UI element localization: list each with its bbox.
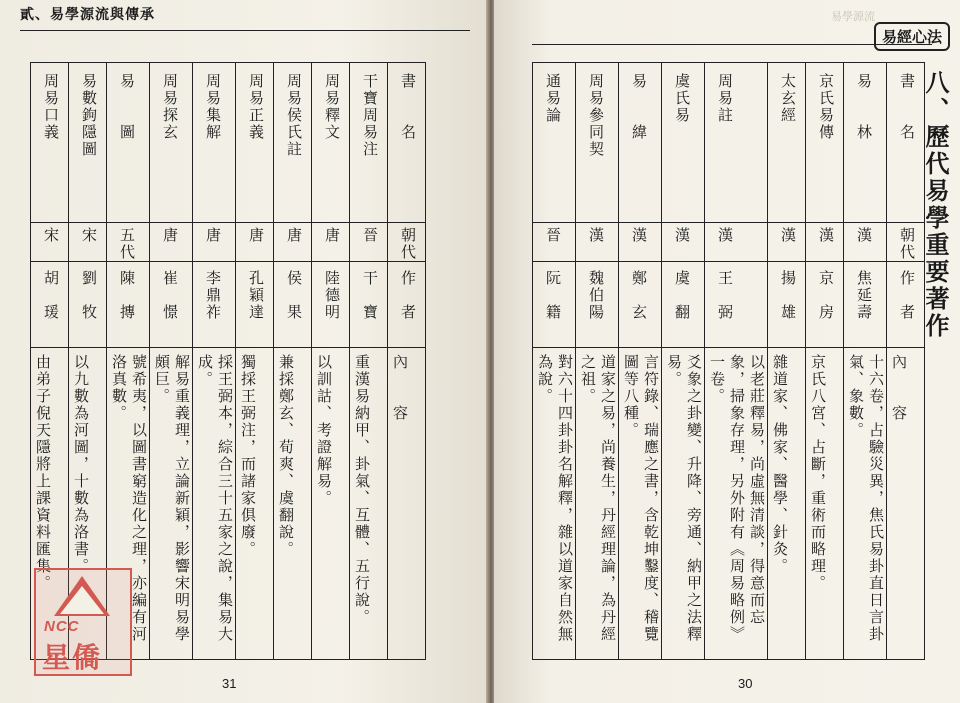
content-cell: 號希夷，以圖書窮造化之理，亦編有河洛真數。	[107, 348, 150, 660]
header-rule	[20, 30, 470, 31]
header-book-cell: 書 名	[388, 63, 426, 223]
author-cell: 李鼎祚	[193, 262, 236, 348]
author-cell: 劉 牧	[69, 262, 107, 348]
content-cell: 對六十四卦卦名解釋，雜以道家自然無為說。	[533, 348, 576, 660]
era-cell: 漢	[768, 223, 806, 262]
header-author-cell: 作 者	[388, 262, 426, 348]
content-cell: 兼採鄭玄、荀爽、虞翻說。	[274, 348, 312, 660]
book-title-cell: 周易註	[705, 63, 768, 223]
section-title: 八、歷代易學重要著作	[921, 70, 950, 340]
era-cell: 唐	[236, 223, 274, 262]
right-works-table	[532, 62, 925, 660]
header-content-cell: 內 容	[388, 348, 426, 660]
era-cell: 漢	[619, 223, 662, 262]
book-title-cell: 周易釋文	[312, 63, 350, 223]
era-cell: 漢	[844, 223, 887, 262]
content-cell: 以老莊釋易，尚虛無清談，得意而忘象，掃象存理，另外附有《周易略例》一卷。	[705, 348, 768, 660]
book-title-cell: 通易論	[533, 63, 576, 223]
content-cell: 爻象之卦變、升降、旁通、納甲之法釋易。	[662, 348, 705, 660]
author-cell: 崔 憬	[150, 262, 193, 348]
book-title-cell: 易數鉤隱圖	[69, 63, 107, 223]
book-title-cell: 干寶周易注	[350, 63, 388, 223]
content-cell: 重漢易納甲、卦氣、互體、五行說。	[350, 348, 388, 660]
book-title-cell: 周易集解	[193, 63, 236, 223]
watermark-stamp	[34, 568, 132, 676]
header-book-cell: 書 名	[887, 63, 925, 223]
running-header: 貳、易學源流與傳承	[20, 7, 155, 23]
content-cell: 以九數為河圖，十數為洛書。	[69, 348, 107, 660]
book-title-cell: 周易參同契	[576, 63, 619, 223]
author-cell: 京 房	[806, 262, 844, 348]
author-cell: 揚 雄	[768, 262, 806, 348]
header-era-cell: 朝代	[887, 223, 925, 262]
era-cell: 漢	[662, 223, 705, 262]
header-era-cell: 朝代	[388, 223, 426, 262]
content-cell: 以訓詁、考證解易。	[312, 348, 350, 660]
content-cell: 解易重義理，立論新穎，影響宋明易學頗巨。	[150, 348, 193, 660]
era-cell: 唐	[274, 223, 312, 262]
era-cell: 唐	[150, 223, 193, 262]
author-cell: 胡 瑗	[31, 262, 69, 348]
author-cell: 干 寶	[350, 262, 388, 348]
stamp-ncc-text: NCC	[44, 618, 80, 635]
era-cell: 漢	[705, 223, 768, 262]
author-cell: 陸德明	[312, 262, 350, 348]
era-cell: 漢	[806, 223, 844, 262]
era-cell: 晉	[350, 223, 388, 262]
content-cell: 言符錄、瑞應之書，含乾坤鑿度、稽覽圖等八種。	[619, 348, 662, 660]
header-content-cell: 內 容	[887, 348, 925, 660]
author-cell: 孔穎達	[236, 262, 274, 348]
book-title-cell: 周易探玄	[150, 63, 193, 223]
book-title-cell: 易 圖	[107, 63, 150, 223]
content-cell: 道家之易，尚養生，丹經理論，為丹經之祖。	[576, 348, 619, 660]
era-cell: 五代	[107, 223, 150, 262]
author-cell: 王 弼	[705, 262, 768, 348]
faded-header: 易學源流	[831, 10, 875, 23]
author-cell: 虞 翻	[662, 262, 705, 348]
era-cell: 唐	[312, 223, 350, 262]
book-title-cell: 易 緯	[619, 63, 662, 223]
header-rule-right	[532, 44, 932, 45]
author-cell: 鄭 玄	[619, 262, 662, 348]
content-cell: 採王弼本，綜合三十五家之說，集易大成。	[193, 348, 236, 660]
book-title-cell: 京氏易傳	[806, 63, 844, 223]
content-cell: 十六卷，占驗災異，焦氏易卦直日言卦氣、象數。	[844, 348, 887, 660]
author-cell: 魏伯陽	[576, 262, 619, 348]
book-title-cell: 周易侯氏註	[274, 63, 312, 223]
book-title-cell: 虞氏易	[662, 63, 705, 223]
book-title-cell: 周易正義	[236, 63, 274, 223]
author-cell: 焦延壽	[844, 262, 887, 348]
content-cell: 雜道家、佛家、醫學、針灸。	[768, 348, 806, 660]
era-cell: 漢	[576, 223, 619, 262]
content-cell: 由弟子倪天隱將上課資料匯集。	[31, 348, 69, 660]
era-cell: 宋	[31, 223, 69, 262]
page-number-right: 30	[738, 676, 753, 691]
series-logo: 易經心法	[874, 22, 950, 51]
author-cell: 阮 籍	[533, 262, 576, 348]
book-title-cell: 周易口義	[31, 63, 69, 223]
author-cell: 陳 摶	[107, 262, 150, 348]
stamp-name-text: 星僑	[42, 641, 103, 674]
content-cell: 獨採王弼注，而諸家俱廢。	[236, 348, 274, 660]
book-title-cell: 太玄經	[768, 63, 806, 223]
header-author-cell: 作 者	[887, 262, 925, 348]
era-cell: 唐	[193, 223, 236, 262]
era-cell: 晉	[533, 223, 576, 262]
author-cell: 侯 果	[274, 262, 312, 348]
era-cell: 宋	[69, 223, 107, 262]
book-title-cell: 易 林	[844, 63, 887, 223]
content-cell: 京氏八宮、占斷，重術而略理。	[806, 348, 844, 660]
page-number-left: 31	[222, 676, 237, 691]
